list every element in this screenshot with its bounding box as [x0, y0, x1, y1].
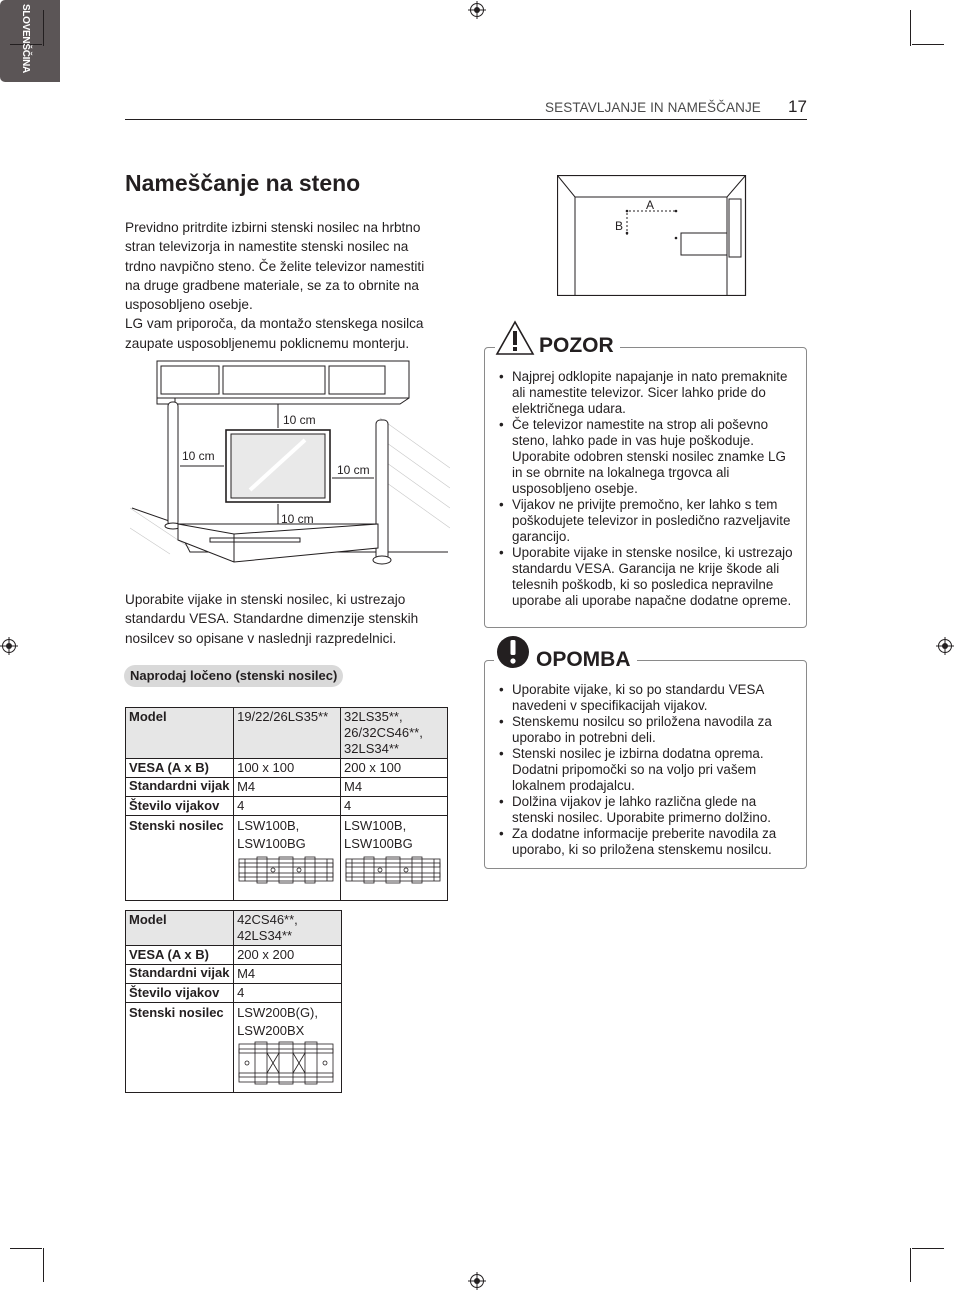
- screw-cell: M4: [234, 778, 341, 797]
- bracket-spec-table-2: [125, 910, 342, 1093]
- caution-list: [498, 369, 796, 609]
- table-row: [126, 797, 448, 816]
- screw-cell: M4: [341, 778, 448, 797]
- wall-bracket-icon: [344, 853, 442, 887]
- intro-line: usposobljeno osebje.: [125, 297, 253, 313]
- screw-count-cell: 4: [234, 797, 341, 816]
- model-line: 32LS34**: [344, 741, 399, 756]
- page-title: Nameščanje na steno: [125, 170, 361, 196]
- screw-count-label: Število vijakov: [126, 984, 234, 1003]
- screw-label: Standardni vijak: [126, 965, 234, 984]
- language-tab: [0, 0, 60, 82]
- dimension-a-label: A: [646, 198, 655, 212]
- vesa-line: standardu VESA. Standardne dimenzije stenskih: [125, 611, 419, 627]
- vesa-cell: 100 x 100: [234, 759, 341, 778]
- screw-count-cell: 4: [341, 797, 448, 816]
- crop-mark: [43, 10, 44, 46]
- wall-bracket-icon: [237, 1040, 335, 1086]
- model-label: Model: [126, 911, 234, 946]
- dimension-b-label: B: [615, 219, 624, 233]
- registration-mark-icon: [0, 637, 18, 655]
- table-row: [126, 911, 342, 946]
- vesa-line: Uporabite vijake in stenski nosilec, ki ustrezajo: [125, 592, 406, 607]
- model-cell: [341, 708, 448, 759]
- caution-item: • Uporabite vijake in stenske nosilce, ki ustrezajo standardu VESA. Garancija ne krije škode ali telesnih poškodb, ki so posledica nepravilne uporabe ali uporabe napačne dodatne opreme.: [498, 545, 796, 609]
- model-cell: 19/22/26LS35**: [234, 708, 341, 759]
- bracket-line: LSW200BX: [237, 1023, 305, 1038]
- clearance-right-label: 10 cm: [337, 463, 370, 477]
- wall-bracket-icon: [237, 853, 335, 887]
- caution-item: • Vijakov ne privijte premočno, ker lahko s tem poškodujete televizor in posledično razveljavite garancijo.: [498, 497, 796, 545]
- clearance-bottom-label: 10 cm: [281, 512, 314, 526]
- model-label: Model: [126, 708, 234, 759]
- caution-item: • Če televizor namestite na strop ali poševno steno, lahko pade in vas huje poškoduje. Uporabite odobren stenski nosilec znamke LG in se obrnite na lokalnega trgovca ali usposobljeno osebje.: [498, 417, 796, 497]
- bracket-line: LSW100B,: [237, 818, 300, 833]
- crop-mark: [10, 1248, 42, 1249]
- vesa-cell: 200 x 200: [234, 946, 342, 965]
- bracket-cell: [234, 816, 341, 901]
- vesa-dimension-diagram: [557, 175, 747, 296]
- intro-line: zaupate usposobljenemu poklicnemu monterju.: [125, 335, 410, 351]
- caution-item: • Najprej odklopite napajanje in nato premaknite ali namestite televizor. Sicer lahko pride do električnega udara.: [498, 369, 796, 417]
- bracket-line: LSW100B,: [344, 818, 407, 833]
- screw-count-cell: 4: [234, 984, 342, 1003]
- model-line: 42CS46**,: [237, 912, 298, 927]
- registration-mark-icon: [468, 1272, 486, 1290]
- crop-mark: [910, 10, 911, 46]
- bracket-line: LSW100BG: [237, 836, 306, 851]
- model-cell: [234, 911, 342, 946]
- tv-clearance-illustration: [130, 358, 450, 576]
- table-row: [126, 816, 448, 901]
- model-line: 26/32CS46**,: [344, 725, 423, 740]
- caution-box: [484, 347, 807, 628]
- crop-mark: [912, 1248, 944, 1249]
- registration-mark-icon: [468, 1, 486, 19]
- table-row: [126, 946, 342, 965]
- bracket-label: Stenski nosilec: [126, 816, 234, 901]
- clearance-left-label: 10 cm: [182, 449, 215, 463]
- intro-paragraph: [125, 218, 450, 353]
- table-row: [126, 1003, 342, 1093]
- note-list: [498, 682, 796, 858]
- table-row: [126, 965, 342, 984]
- table-row: [126, 759, 448, 778]
- crop-mark: [912, 44, 944, 45]
- table-row: [126, 984, 342, 1003]
- header-rule: [125, 119, 807, 120]
- caution-title: POZOR: [535, 334, 620, 358]
- vesa-line: nosilcev so opisane v naslednji razpredelnici.: [125, 630, 397, 646]
- note-item: • Za dodatne informacije preberite navodila za uporabo, ki so priložena stenskemu nosilcu.: [498, 826, 796, 858]
- crop-mark: [43, 1248, 44, 1282]
- intro-line: stran televizorja in namestite stenski nosilec na: [125, 239, 409, 255]
- note-title: OPOMBA: [532, 648, 637, 672]
- screw-label: Standardni vijak: [126, 778, 234, 797]
- vesa-cell: 200 x 100: [341, 759, 448, 778]
- bracket-line: LSW100BG: [344, 836, 413, 851]
- bracket-label: Stenski nosilec: [126, 1003, 234, 1093]
- model-line: 42LS34**: [237, 928, 293, 943]
- model-line: 32LS35**,: [344, 709, 403, 724]
- bracket-line: LSW200B(G),: [237, 1005, 318, 1020]
- screw-cell: M4: [234, 965, 342, 984]
- clearance-top-label: 10 cm: [283, 413, 316, 427]
- intro-line: na druge gradbene materiale, se za to obrnite na: [125, 277, 419, 293]
- intro-line: Previdno pritrdite izbirni stenski nosilec na hrbtno: [125, 220, 421, 235]
- vesa-label: VESA (A x B): [126, 759, 234, 778]
- table-row: [126, 778, 448, 797]
- vesa-label: VESA (A x B): [126, 946, 234, 965]
- language-tab-label: SLOVENŠČINA: [20, 4, 31, 73]
- exclamation-circle-icon: [494, 633, 534, 671]
- bracket-spec-table-1: [125, 707, 448, 901]
- note-box: [484, 660, 807, 869]
- bracket-cell: [341, 816, 448, 901]
- note-item: • Stenski nosilec je izbirna dodatna oprema. Dodatni pripomočki so na voljo pri vašem lokalnem prodajalcu.: [498, 746, 796, 794]
- table-row: [126, 708, 448, 759]
- page-number: 17: [788, 97, 807, 116]
- sold-separately-label: Naprodaj ločeno (stenski nosilec): [124, 665, 343, 687]
- warning-triangle-icon: [495, 320, 535, 356]
- screw-count-label: Število vijakov: [126, 797, 234, 816]
- section-title: SESTAVLJANJE IN NAMEŠČANJE: [545, 100, 761, 115]
- note-item: • Uporabite vijake, ki so po standardu VESA navedeni v specifikacijah vijakov.: [498, 682, 796, 714]
- registration-mark-icon: [936, 637, 954, 655]
- vesa-paragraph: [125, 590, 450, 648]
- bracket-cell: [234, 1003, 342, 1093]
- note-item: • Dolžina vijakov je lahko različna glede na stenski nosilec. Uporabite primerno dolžino.: [498, 794, 796, 826]
- intro-line: trdno navpično steno. Če želite televizor namestiti: [125, 258, 425, 274]
- crop-mark: [910, 1248, 911, 1282]
- intro-line: LG vam priporoča, da montažo stenskega nosilca: [125, 316, 424, 332]
- note-item: • Stenskemu nosilcu so priložena navodila za uporabo in potrebni deli.: [498, 714, 796, 746]
